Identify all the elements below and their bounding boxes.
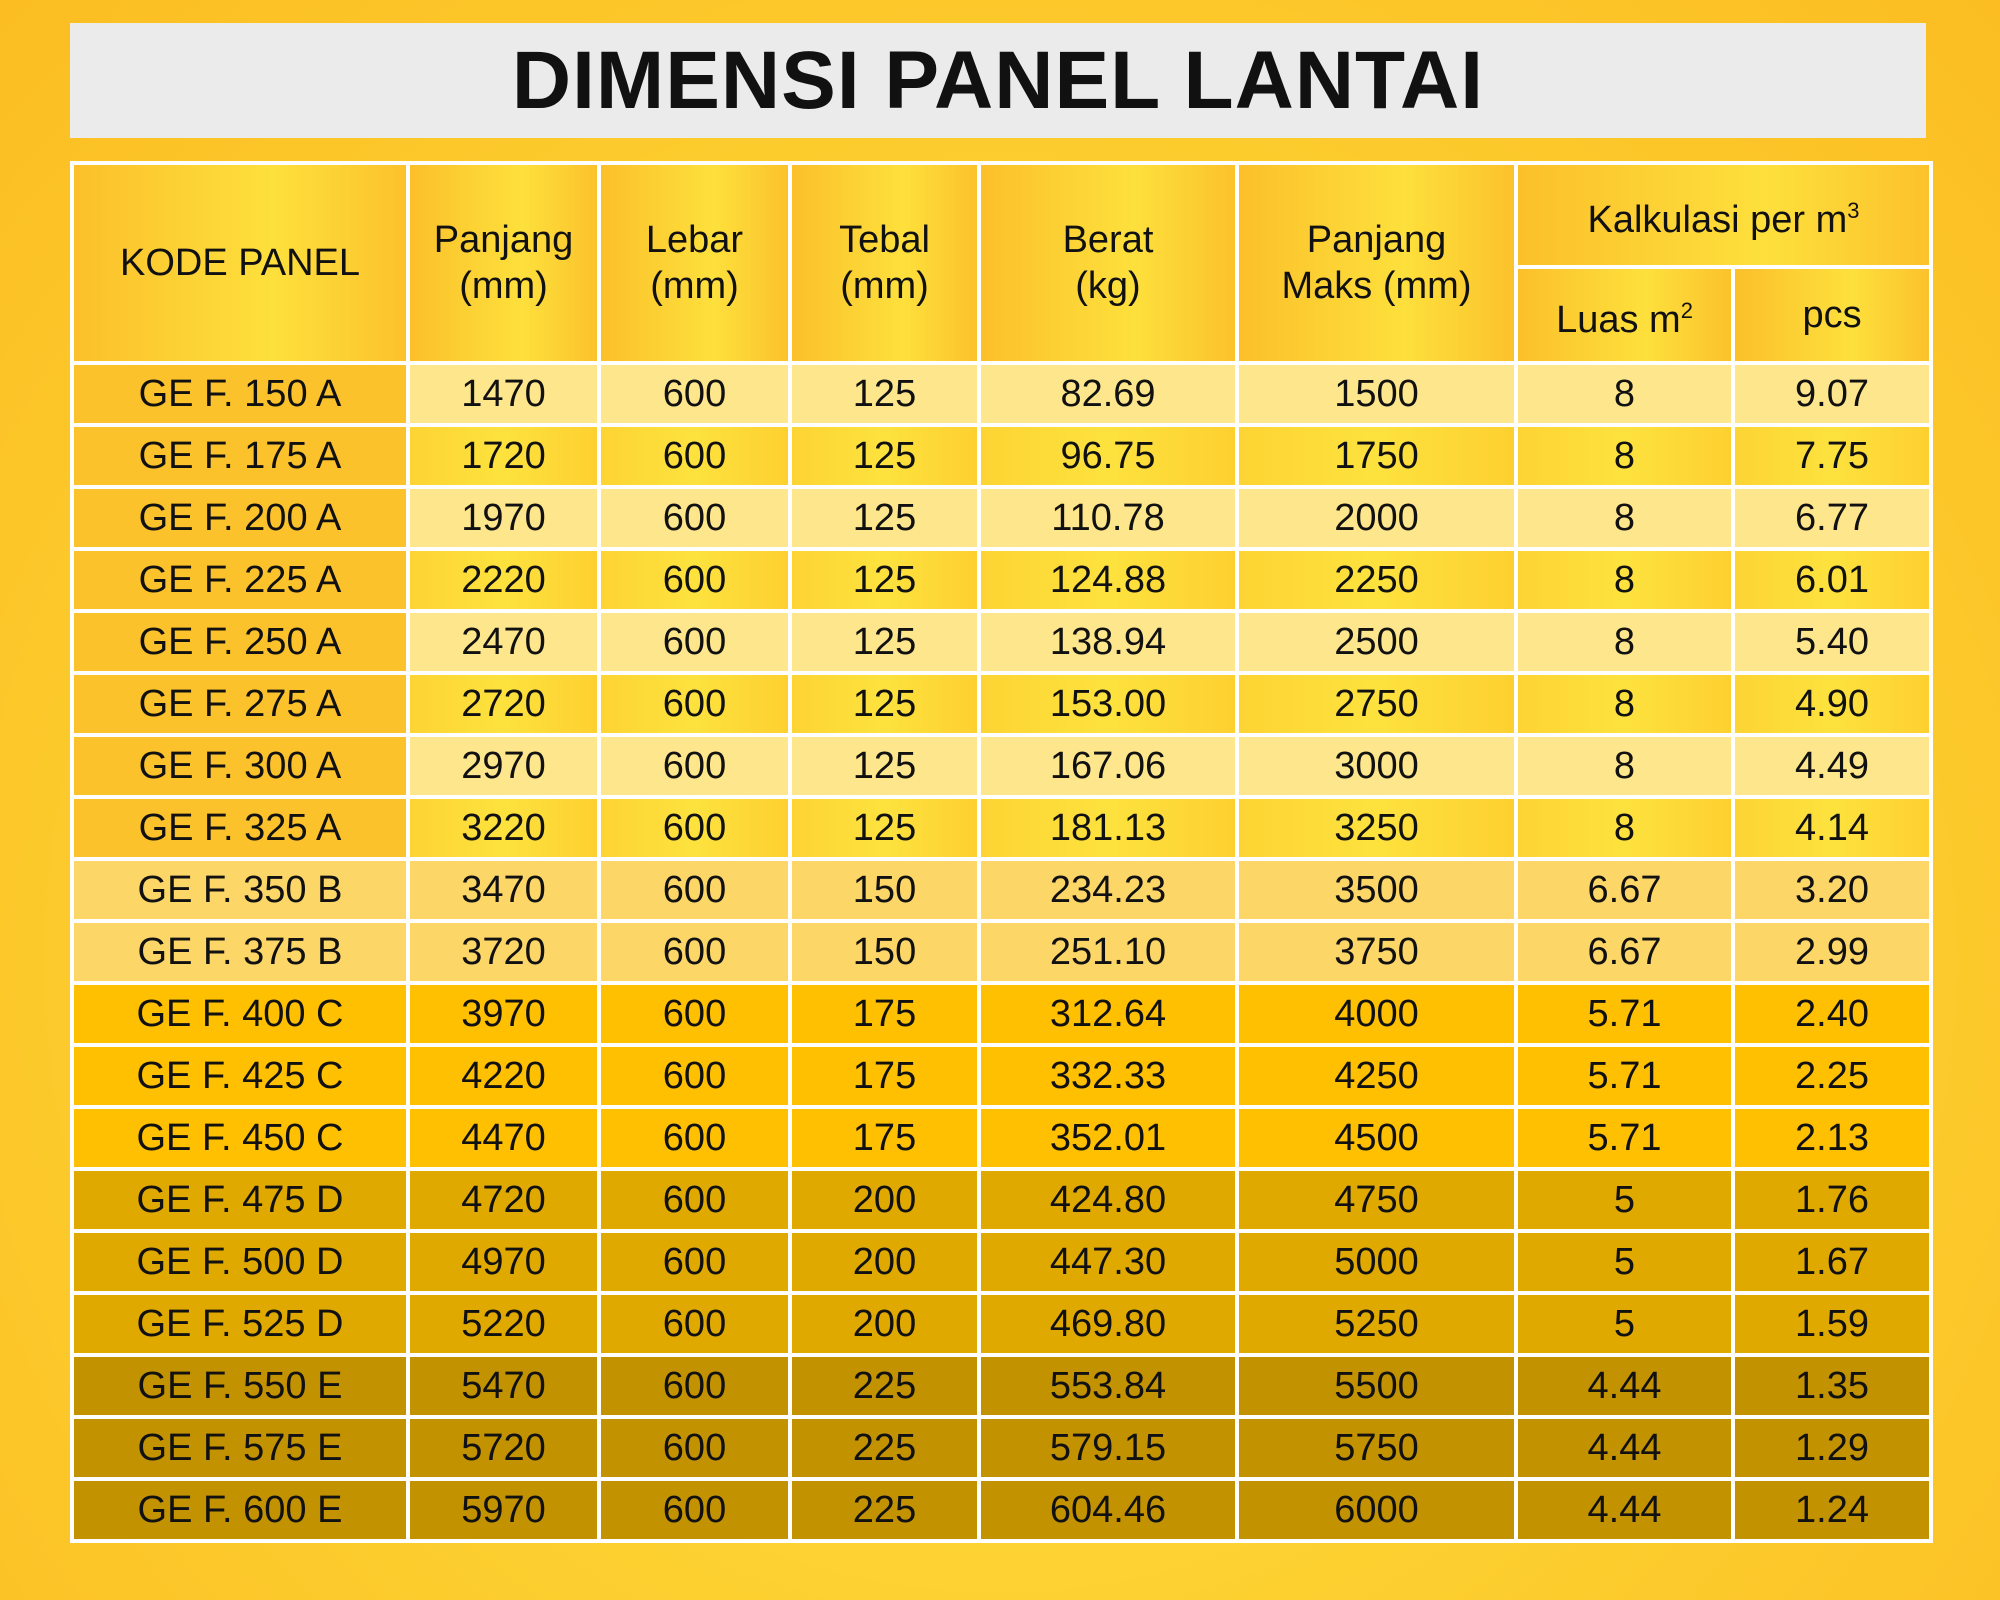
table-row — [72, 859, 1931, 921]
cell-luas: 8 — [1516, 797, 1733, 859]
header-kode-panel: KODE PANEL — [72, 163, 408, 363]
cell-berat: 251.10 — [979, 921, 1237, 983]
cell-luas: 5 — [1516, 1293, 1733, 1355]
cell-maks: 2750 — [1237, 673, 1516, 735]
cell-panjang: 2220 — [408, 549, 599, 611]
cell-lebar: 600 — [599, 921, 790, 983]
table-row — [72, 1045, 1931, 1107]
cell-berat: 124.88 — [979, 549, 1237, 611]
cell-berat: 153.00 — [979, 673, 1237, 735]
cell-pcs: 1.76 — [1733, 1169, 1931, 1231]
cell-maks: 6000 — [1237, 1479, 1516, 1541]
header-panjang-maks: Panjang Maks (mm) — [1237, 163, 1516, 363]
cell-tebal: 150 — [790, 859, 979, 921]
cell-pcs: 4.49 — [1733, 735, 1931, 797]
table-row — [72, 549, 1931, 611]
cell-tebal: 125 — [790, 611, 979, 673]
cell-pcs: 5.40 — [1733, 611, 1931, 673]
cell-pcs: 3.20 — [1733, 859, 1931, 921]
cell-berat: 604.46 — [979, 1479, 1237, 1541]
table-row — [72, 1417, 1931, 1479]
cell-tebal: 125 — [790, 363, 979, 425]
cell-panjang: 5970 — [408, 1479, 599, 1541]
table-row — [72, 1293, 1931, 1355]
cell-maks: 5750 — [1237, 1417, 1516, 1479]
table-row — [72, 487, 1931, 549]
cell-panjang: 1970 — [408, 487, 599, 549]
cell-kode: GE F. 225 A — [72, 549, 408, 611]
cell-berat: 424.80 — [979, 1169, 1237, 1231]
cell-panjang: 1470 — [408, 363, 599, 425]
cell-luas: 5.71 — [1516, 1045, 1733, 1107]
cell-lebar: 600 — [599, 487, 790, 549]
cell-maks: 2500 — [1237, 611, 1516, 673]
cell-panjang: 4970 — [408, 1231, 599, 1293]
cell-lebar: 600 — [599, 425, 790, 487]
cell-tebal: 175 — [790, 1045, 979, 1107]
cell-panjang: 3720 — [408, 921, 599, 983]
table-row — [72, 1169, 1931, 1231]
cell-tebal: 200 — [790, 1293, 979, 1355]
cell-maks: 5000 — [1237, 1231, 1516, 1293]
cell-lebar: 600 — [599, 1293, 790, 1355]
cell-berat: 579.15 — [979, 1417, 1237, 1479]
table-row — [72, 735, 1931, 797]
cell-tebal: 225 — [790, 1479, 979, 1541]
cell-luas: 8 — [1516, 735, 1733, 797]
cell-panjang: 1720 — [408, 425, 599, 487]
cell-kode: GE F. 150 A — [72, 363, 408, 425]
cell-lebar: 600 — [599, 611, 790, 673]
cell-luas: 8 — [1516, 549, 1733, 611]
cell-berat: 167.06 — [979, 735, 1237, 797]
cell-lebar: 600 — [599, 549, 790, 611]
cell-lebar: 600 — [599, 363, 790, 425]
cell-panjang: 2970 — [408, 735, 599, 797]
cell-tebal: 175 — [790, 1107, 979, 1169]
cell-maks: 2000 — [1237, 487, 1516, 549]
cell-panjang: 5470 — [408, 1355, 599, 1417]
cell-tebal: 225 — [790, 1355, 979, 1417]
cell-tebal: 125 — [790, 673, 979, 735]
cell-panjang: 4720 — [408, 1169, 599, 1231]
cell-lebar: 600 — [599, 1231, 790, 1293]
cell-panjang: 3470 — [408, 859, 599, 921]
cell-maks: 4250 — [1237, 1045, 1516, 1107]
cell-pcs: 2.99 — [1733, 921, 1931, 983]
cell-maks: 3000 — [1237, 735, 1516, 797]
cell-panjang: 2720 — [408, 673, 599, 735]
cell-berat: 553.84 — [979, 1355, 1237, 1417]
cell-maks: 4750 — [1237, 1169, 1516, 1231]
cell-panjang: 5220 — [408, 1293, 599, 1355]
table-row — [72, 921, 1931, 983]
cell-tebal: 150 — [790, 921, 979, 983]
cell-luas: 6.67 — [1516, 859, 1733, 921]
cell-tebal: 125 — [790, 425, 979, 487]
cell-lebar: 600 — [599, 735, 790, 797]
cell-pcs: 1.59 — [1733, 1293, 1931, 1355]
cell-berat: 110.78 — [979, 487, 1237, 549]
cell-kode: GE F. 525 D — [72, 1293, 408, 1355]
cell-berat: 469.80 — [979, 1293, 1237, 1355]
cell-maks: 2250 — [1237, 549, 1516, 611]
cell-panjang: 5720 — [408, 1417, 599, 1479]
cell-luas: 6.67 — [1516, 921, 1733, 983]
cell-maks: 1750 — [1237, 425, 1516, 487]
cell-luas: 8 — [1516, 425, 1733, 487]
cell-luas: 4.44 — [1516, 1479, 1733, 1541]
cell-berat: 312.64 — [979, 983, 1237, 1045]
header-panjang: Panjang (mm) — [408, 163, 599, 363]
cell-panjang: 4470 — [408, 1107, 599, 1169]
cell-pcs: 1.35 — [1733, 1355, 1931, 1417]
cell-tebal: 200 — [790, 1231, 979, 1293]
title-bar — [70, 23, 1926, 138]
cell-tebal: 125 — [790, 549, 979, 611]
page-title: DIMENSI PANEL LANTAI — [511, 34, 1485, 126]
table-row — [72, 673, 1931, 735]
cell-maks: 5500 — [1237, 1355, 1516, 1417]
cell-lebar: 600 — [599, 983, 790, 1045]
cell-berat: 181.13 — [979, 797, 1237, 859]
cell-maks: 3250 — [1237, 797, 1516, 859]
table-row — [72, 1107, 1931, 1169]
cell-kode: GE F. 475 D — [72, 1169, 408, 1231]
cell-maks: 4500 — [1237, 1107, 1516, 1169]
cell-tebal: 125 — [790, 487, 979, 549]
cell-luas: 5.71 — [1516, 983, 1733, 1045]
cell-tebal: 125 — [790, 735, 979, 797]
cell-lebar: 600 — [599, 859, 790, 921]
cell-kode: GE F. 375 B — [72, 921, 408, 983]
cell-berat: 82.69 — [979, 363, 1237, 425]
cell-kode: GE F. 275 A — [72, 673, 408, 735]
cell-panjang: 3970 — [408, 983, 599, 1045]
table-row — [72, 1231, 1931, 1293]
cell-pcs: 2.25 — [1733, 1045, 1931, 1107]
cell-luas: 4.44 — [1516, 1355, 1733, 1417]
cell-kode: GE F. 450 C — [72, 1107, 408, 1169]
table-row — [72, 797, 1931, 859]
cell-maks: 3750 — [1237, 921, 1516, 983]
cell-pcs: 7.75 — [1733, 425, 1931, 487]
cell-pcs: 9.07 — [1733, 363, 1931, 425]
cell-panjang: 2470 — [408, 611, 599, 673]
table-row — [72, 1355, 1931, 1417]
cell-pcs: 2.40 — [1733, 983, 1931, 1045]
cell-panjang: 4220 — [408, 1045, 599, 1107]
cell-berat: 332.33 — [979, 1045, 1237, 1107]
cell-pcs: 1.67 — [1733, 1231, 1931, 1293]
cell-kode: GE F. 175 A — [72, 425, 408, 487]
cell-pcs: 4.14 — [1733, 797, 1931, 859]
cell-maks: 3500 — [1237, 859, 1516, 921]
cell-tebal: 175 — [790, 983, 979, 1045]
header-lebar: Lebar (mm) — [599, 163, 790, 363]
cell-kode: GE F. 200 A — [72, 487, 408, 549]
cell-kode: GE F. 400 C — [72, 983, 408, 1045]
cell-pcs: 1.24 — [1733, 1479, 1931, 1541]
cell-tebal: 225 — [790, 1417, 979, 1479]
cell-kode: GE F. 250 A — [72, 611, 408, 673]
cell-kode: GE F. 325 A — [72, 797, 408, 859]
cell-kode: GE F. 550 E — [72, 1355, 408, 1417]
cell-berat: 96.75 — [979, 425, 1237, 487]
cell-maks: 5250 — [1237, 1293, 1516, 1355]
cell-panjang: 3220 — [408, 797, 599, 859]
cell-berat: 138.94 — [979, 611, 1237, 673]
panel-dimension-table — [70, 161, 1933, 1543]
cell-pcs: 4.90 — [1733, 673, 1931, 735]
table-row — [72, 611, 1931, 673]
cell-luas: 4.44 — [1516, 1417, 1733, 1479]
cell-maks: 4000 — [1237, 983, 1516, 1045]
cell-berat: 234.23 — [979, 859, 1237, 921]
header-tebal: Tebal (mm) — [790, 163, 979, 363]
cell-kode: GE F. 425 C — [72, 1045, 408, 1107]
cell-pcs: 6.01 — [1733, 549, 1931, 611]
cell-lebar: 600 — [599, 1355, 790, 1417]
cell-berat: 352.01 — [979, 1107, 1237, 1169]
cell-lebar: 600 — [599, 797, 790, 859]
table-row — [72, 425, 1931, 487]
cell-lebar: 600 — [599, 1045, 790, 1107]
header-berat: Berat (kg) — [979, 163, 1237, 363]
table-row — [72, 363, 1931, 425]
table-row — [72, 1479, 1931, 1541]
cell-luas: 8 — [1516, 363, 1733, 425]
cell-luas: 8 — [1516, 487, 1733, 549]
cell-kode: GE F. 600 E — [72, 1479, 408, 1541]
cell-tebal: 125 — [790, 797, 979, 859]
cell-tebal: 200 — [790, 1169, 979, 1231]
header-luas: Luas $m^2$ — [1516, 267, 1733, 363]
cell-kode: GE F. 575 E — [72, 1417, 408, 1479]
cell-luas: 8 — [1516, 611, 1733, 673]
cell-lebar: 600 — [599, 673, 790, 735]
cell-maks: 1500 — [1237, 363, 1516, 425]
cell-berat: 447.30 — [979, 1231, 1237, 1293]
cell-pcs: 6.77 — [1733, 487, 1931, 549]
cell-luas: 5.71 — [1516, 1107, 1733, 1169]
cell-kode: GE F. 500 D — [72, 1231, 408, 1293]
header-kalkulasi: Kalkulasi per $m^3$ — [1516, 163, 1931, 267]
cell-lebar: 600 — [599, 1479, 790, 1541]
cell-pcs: 2.13 — [1733, 1107, 1931, 1169]
cell-kode: GE F. 350 B — [72, 859, 408, 921]
header-pcs: pcs — [1733, 267, 1931, 363]
table-row — [72, 983, 1931, 1045]
cell-luas: 8 — [1516, 673, 1733, 735]
cell-pcs: 1.29 — [1733, 1417, 1931, 1479]
cell-luas: 5 — [1516, 1231, 1733, 1293]
cell-kode: GE F. 300 A — [72, 735, 408, 797]
cell-lebar: 600 — [599, 1107, 790, 1169]
cell-lebar: 600 — [599, 1417, 790, 1479]
cell-lebar: 600 — [599, 1169, 790, 1231]
cell-luas: 5 — [1516, 1169, 1733, 1231]
